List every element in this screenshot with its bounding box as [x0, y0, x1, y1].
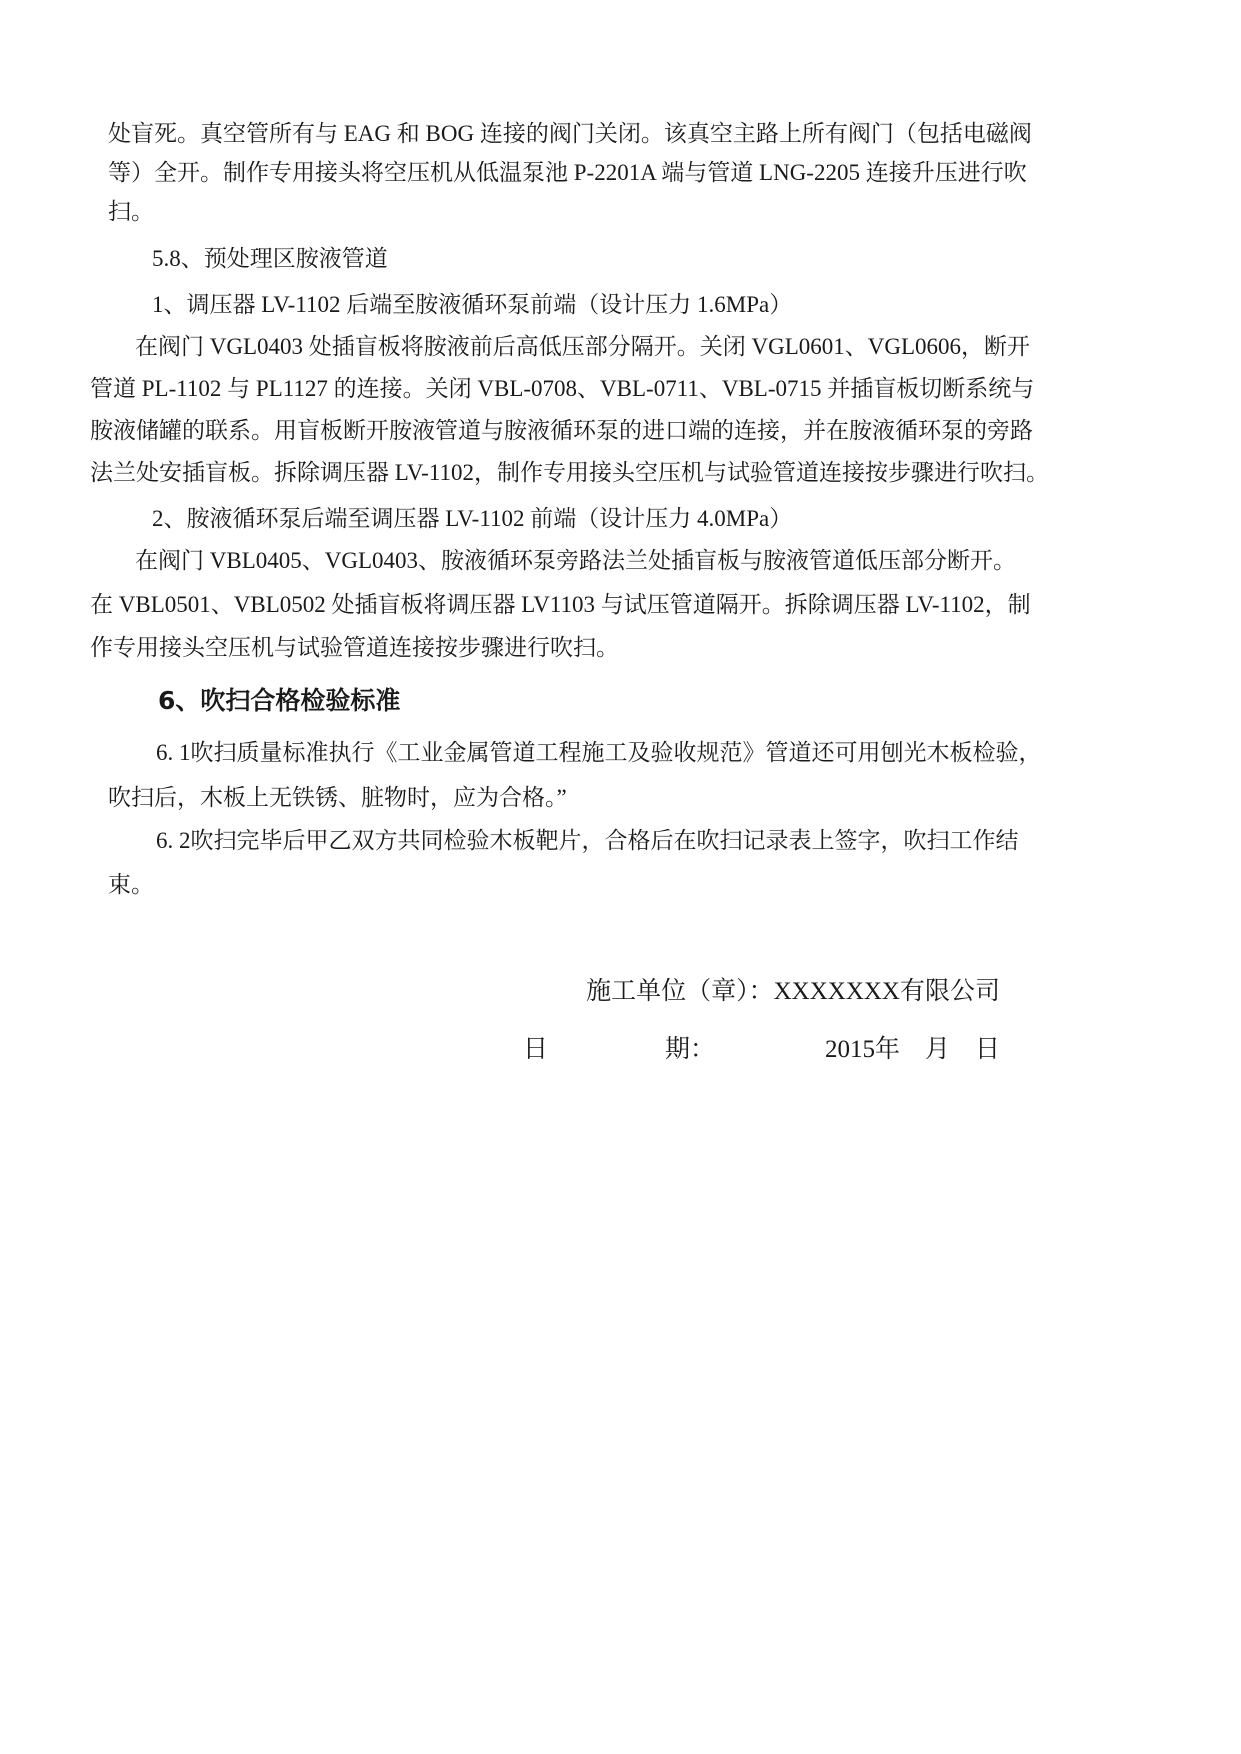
- date-value: 2015年 月 日: [824, 1036, 1000, 1063]
- construction-unit-seal: 施工单位（章）：XXXXXXX有限公司: [586, 978, 1000, 1005]
- section-6-p2-line-1: 6. 2吹扫完毕后甲乙双方共同检验木板靶片，合格后在吹扫记录表上签字，吹扫工作结: [156, 828, 1019, 853]
- date-label-qi: 期：: [665, 1036, 716, 1063]
- item-1-line-4: 法兰处安插盲板。拆除调压器 LV-1102，制作专用接头空压机与试验管道连接按步骤进行吹扫。: [90, 460, 1049, 485]
- section-6-p2-line-2: 束。: [108, 872, 154, 897]
- item-1-line-1: 在阀门 VGL0403 处插盲板将胺液前后高低压部分隔开。关闭 VGL0601、VGL0606，断开: [135, 334, 1031, 359]
- section-6-heading: 6、吹扫合格检验标准: [158, 686, 401, 715]
- item-2-line-2: 在 VBL0501、VBL0502 处插盲板将调压器 LV1103 与试压管道隔开。拆除调压器 LV-1102，制: [90, 592, 1031, 617]
- item-1-line-2: 管道 PL-1102 与 PL1127 的连接。关闭 VBL-0708、VBL-0711、VBL-0715 并插盲板切断系统与: [90, 376, 1035, 401]
- item-2-line-1: 在阀门 VBL0405、VGL0403、胺液循环泵旁路法兰处插盲板与胺液管道低压部分断开。: [135, 548, 1017, 573]
- item-2-heading: 2、胺液循环泵后端至调压器 LV-1102 前端（设计压力 4.0MPa）: [152, 506, 793, 531]
- item-2-line-3: 作专用接头空压机与试验管道连接按步骤进行吹扫。: [90, 635, 619, 660]
- continuation-line-2: 等）全开。制作专用接头将空压机从低温泵池 P-2201A 端与管道 LNG-2205 连接升压进行吹: [108, 160, 1027, 185]
- item-1-heading: 1、调压器 LV-1102 后端至胺液循环泵前端（设计压力 1.6MPa）: [152, 292, 793, 317]
- date-label-ri: 日: [523, 1036, 549, 1063]
- section-6-p1-line-2: 吹扫后，木板上无铁锈、脏物时，应为合格。”: [108, 785, 567, 810]
- item-1-line-3: 胺液储罐的联系。用盲板断开胺液管道与胺液循环泵的进口端的连接，并在胺液循环泵的旁路: [90, 418, 1033, 443]
- section-5-8-title: 5.8、预处理区胺液管道: [152, 246, 388, 271]
- continuation-line-3: 扫。: [108, 199, 154, 224]
- section-6-p1-line-1: 6. 1吹扫质量标准执行《工业金属管道工程施工及验收规范》管道还可用刨光木板检验，: [156, 740, 1042, 765]
- continuation-line-1: 处盲死。真空管所有与 EAG 和 BOG 连接的阀门关闭。该真空主路上所有阀门（包括电磁阀: [108, 121, 1032, 146]
